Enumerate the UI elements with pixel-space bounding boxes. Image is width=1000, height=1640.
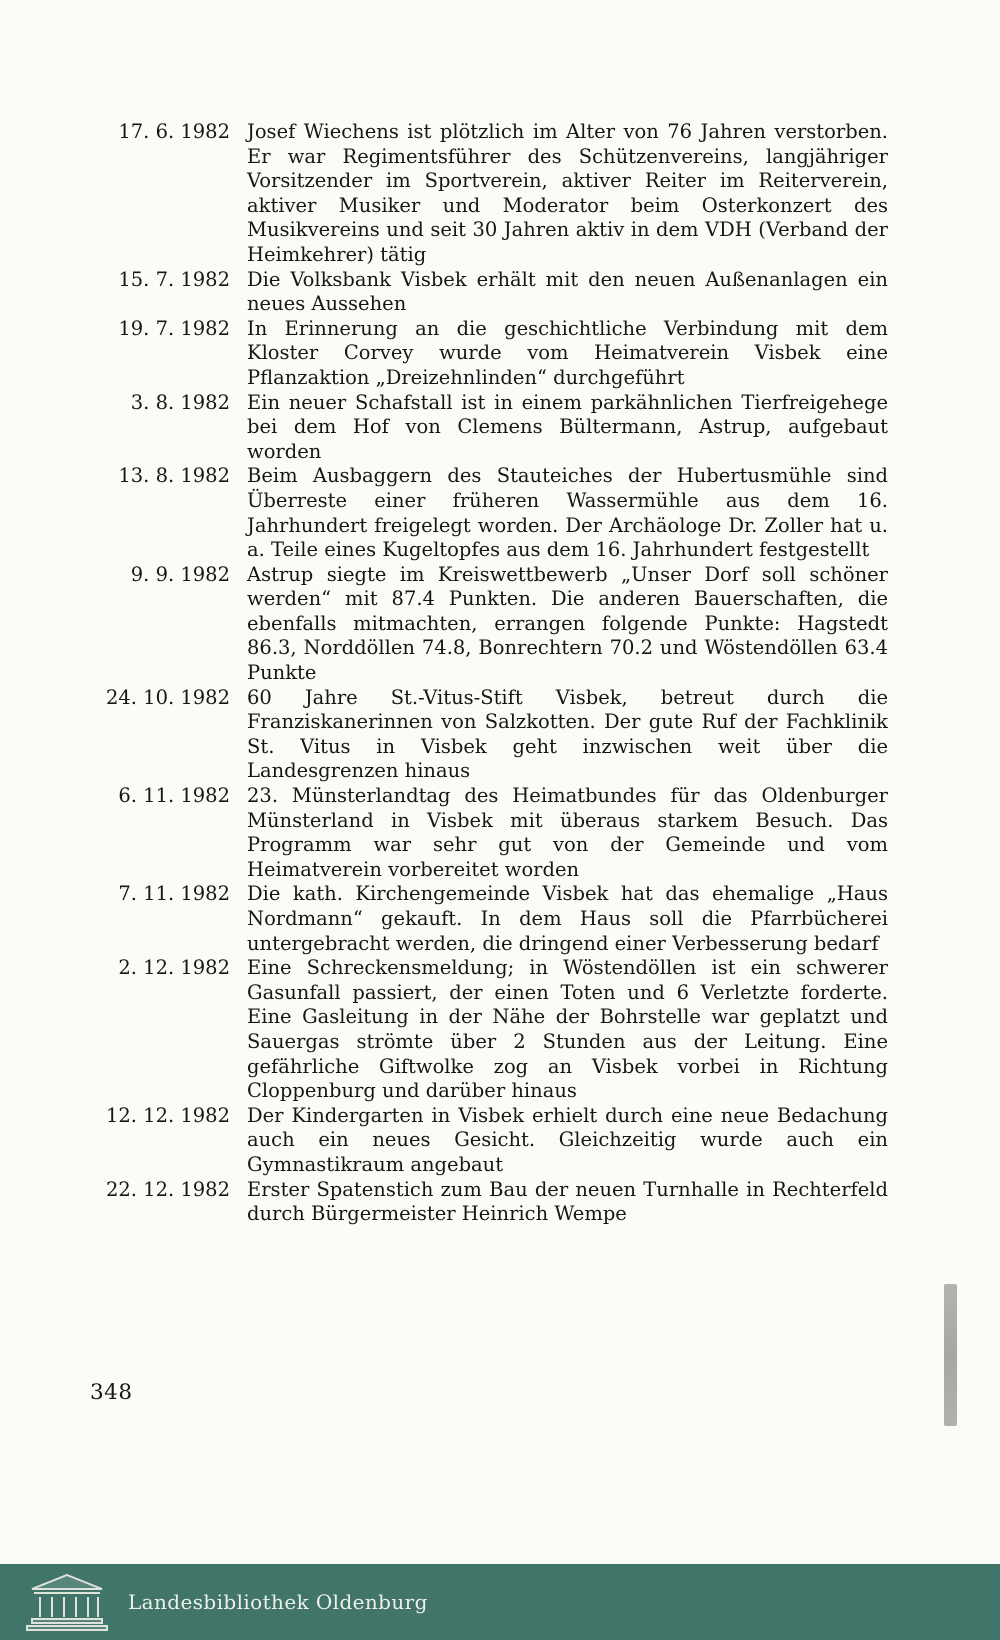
entry-text: Die kath. Kirchengemeinde Visbek hat das ehemalige „Haus Nordmann“ gekauft. In dem Haus soll die Pfarrbücherei untergebracht werden, die dringend einer Verbesserung bedarf [247,882,888,955]
entry-text: Erster Spatenstich zum Bau der neuen Turnhalle in Rechterfeld durch Bürgermeister Heinrich Wempe [247,1177,888,1226]
entry-date: 12. 12. 1982 [105,1103,230,1127]
entry-text: In Erinnerung an die geschichtliche Verbindung mit dem Kloster Corvey wurde vom Heimatverein Visbek eine Pflanzaktion „Dreizehnlinden“ durchgeführt [247,316,888,389]
entry-text: Beim Ausbaggern des Stauteiches der Hubertusmühle sind Überreste einer früheren Wassermühle aus dem 16. Jahrhundert freigelegt worden. Der Archäologe Dr. Zoller hat u. a. Teile eines Kugeltopfes aus dem 16. Jahrhundert festgestellt [247,464,888,562]
entry-text: Eine Schreckensmeldung; in Wöstendöllen ist ein schwerer Gasunfall passiert, der einen Toten und 6 Verletzte forderte. Eine Gasleitung in der Nähe der Bohrstelle war geplatzt und Sauergas strömte über 2 Stunden aus der Leitung. Eine gefährliche Giftwolke zog an Visbek vorbei in Richtung Cloppenburg und darüber hinaus [247,956,888,1103]
entry-text: 23. Münsterlandtag des Heimatbundes für das Oldenburger Münsterland in Visbek mit überaus starkem Besuch. Das Programm war sehr gut von der Gemeinde und vom Heimatverein vorbereitet worden [247,784,888,881]
entry-text: Der Kindergarten in Visbek erhielt durch eine neue Bedachung auch ein neues Gesicht. Gleichzeitig wurde auch ein Gymnastikraum angebaut [247,1103,888,1176]
entry-text: 60 Jahre St.-Vitus-Stift Visbek, betreut durch die Franziskanerinnen von Salzkotten. Der gute Ruf der Fachklinik St. Vitus in Visbek geht inzwischen weit über die Landesgrenzen hinaus [247,685,888,783]
list-item [0,464,890,562]
list-item [0,956,890,1104]
list-item [0,391,890,465]
entry-date: 15. 7. 1982 [118,267,230,291]
list-item [0,268,890,317]
entry-date: 2. 12. 1982 [118,956,230,980]
entry-text: Ein neuer Schafstall ist in einem parkähnlichen Tierfreigehege bei dem Hof von Clemens Bültermann, Astrup, aufgebaut worden [247,390,888,463]
entry-date: 9. 9. 1982 [130,562,230,586]
entry-text: Astrup siegte im Kreiswettbewerb „Unser Dorf soll schöner werden“ mit 87.4 Punkten. Die anderen Bauerschaften, die ebenfalls mitmachten, errangen folgende Punkte: Hagstedt 86.3, Norddöllen 74.8, Bonrechtern 70.2 und Wöstendöllen 63.4 Punkte [247,562,888,685]
list-item [0,882,890,956]
list-item [0,563,890,686]
list-item [0,1178,890,1227]
library-building-icon [22,1570,112,1634]
entry-date: 19. 7. 1982 [118,316,230,340]
entry-date: 17. 6. 1982 [118,120,230,143]
list-item [0,784,890,882]
scan-artifact [944,1284,957,1426]
list-item [0,317,890,391]
library-footer [0,1564,1000,1640]
entry-date: 6. 11. 1982 [118,784,230,808]
list-item [0,120,890,268]
footer-label: Landesbibliothek Oldenburg [128,1590,428,1614]
entry-text: Die Volksbank Visbek erhält mit den neuen Außenanlagen ein neues Aussehen [247,267,888,316]
entry-text: Josef Wiechens ist plötzlich im Alter von 76 Jahren verstorben. Er war Regimentsführer des Schützenvereins, langjähriger Vorsitzender im Sportverein, aktiver Reiter im Reiterverein, aktiver Musiker und Moderator beim Osterkonzert des Musikvereins und seit 30 Jahren aktiv in dem VDH (Verband der Heimkehrer) tätig [247,120,888,266]
page-number: 348 [90,1380,133,1405]
list-item [0,686,890,784]
chronicle-list [0,120,890,1227]
entry-date: 24. 10. 1982 [105,685,230,709]
entry-date: 3. 8. 1982 [130,390,230,414]
entry-date: 22. 12. 1982 [105,1177,230,1201]
list-item [0,1104,890,1178]
entry-date: 7. 11. 1982 [118,882,230,906]
entry-date: 13. 8. 1982 [118,464,230,488]
